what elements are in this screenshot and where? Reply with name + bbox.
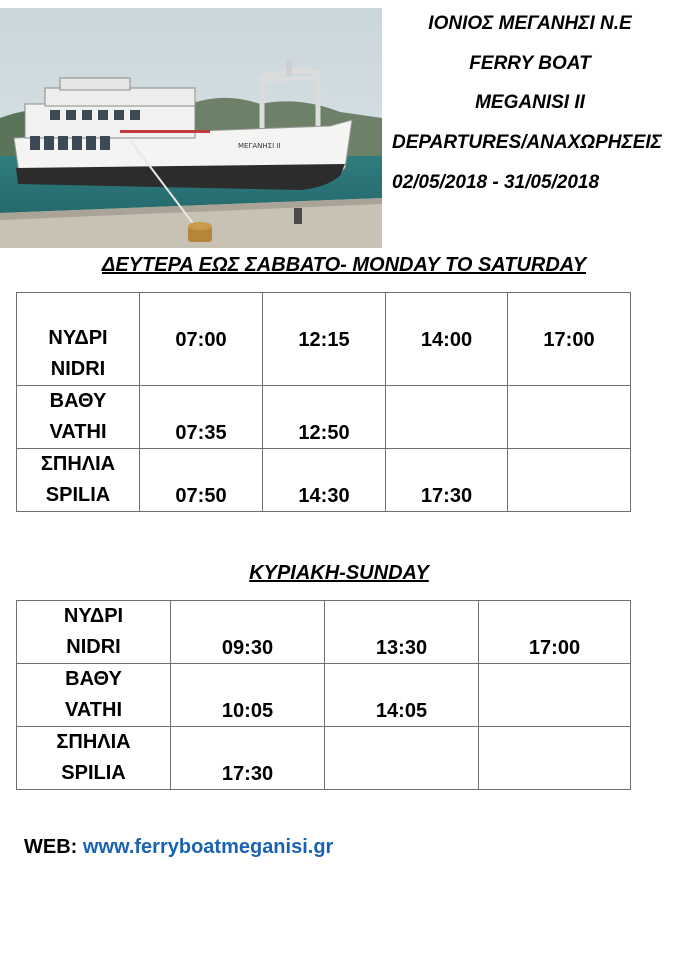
departure-time: 13:30 <box>325 601 479 664</box>
departure-time: 09:30 <box>171 601 325 664</box>
port-greek: ΒΑΘΥ <box>49 390 107 412</box>
departure-time <box>386 386 508 449</box>
vessel-name: MEGANISI II <box>475 92 585 113</box>
port-cell <box>17 664 171 727</box>
vessel-type: FERRY BOAT <box>469 53 591 74</box>
departure-time <box>479 727 631 790</box>
table-row <box>17 386 631 449</box>
departure-time: 14:05 <box>325 664 479 727</box>
ferry-illustration <box>0 8 382 248</box>
port-greek: ΝΥΔΡΙ <box>63 605 124 627</box>
port-latin: VATHI <box>64 699 123 721</box>
table-row <box>17 727 631 790</box>
port-greek: ΣΠΗΛΙΑ <box>56 731 131 753</box>
port-greek: ΝΥΔΡΙ <box>48 327 108 349</box>
departure-time: 07:50 <box>140 449 263 512</box>
ship-name-text: ΜΕΓΑΝΗΣΙ ΙΙ <box>238 142 281 150</box>
website-link[interactable]: www.ferryboatmeganisi.gr <box>82 836 334 858</box>
port-cell <box>17 601 171 664</box>
departure-time: 17:30 <box>171 727 325 790</box>
sunday-timetable <box>16 600 631 790</box>
departures-heading: DEPARTURES/ΑΝΑΧΩΡΗΣΕΙΣ <box>392 132 662 153</box>
departure-time <box>325 727 479 790</box>
departure-time: 07:00 <box>140 293 263 386</box>
port-latin: NIDRI <box>50 358 106 380</box>
port-cell <box>17 727 171 790</box>
port-latin: SPILIA <box>45 484 111 506</box>
departure-time: 12:50 <box>263 386 386 449</box>
table-row <box>17 664 631 727</box>
departure-time <box>508 449 631 512</box>
table-row <box>17 449 631 512</box>
table-row <box>17 293 631 386</box>
departure-time: 12:15 <box>263 293 386 386</box>
company-name: ΙΟΝΙΟΣ ΜΕΓΑΝΗΣΙ Ν.Ε <box>428 13 632 34</box>
sunday-title: ΚΥΡΙΑΚΗ-SUNDAY <box>249 562 429 584</box>
departure-time: 14:00 <box>386 293 508 386</box>
departure-time: 07:35 <box>140 386 263 449</box>
port-greek: ΒΑΘΥ <box>65 668 122 690</box>
table-row <box>17 601 631 664</box>
departure-time: 17:30 <box>386 449 508 512</box>
departure-time: 17:00 <box>479 601 631 664</box>
departure-time: 14:30 <box>263 449 386 512</box>
port-latin: VATHI <box>49 421 107 443</box>
port-cell <box>17 293 140 386</box>
departure-time <box>508 386 631 449</box>
port-latin: NIDRI <box>66 636 121 658</box>
web-label: WEB: <box>24 836 78 858</box>
ferry-photo <box>0 8 382 248</box>
weekday-title: ΔΕΥΤΕΡΑ ΕΩΣ ΣΑΒΒΑΤΟ- MONDAY TO SATURDAY <box>101 254 587 276</box>
port-latin: SPILIA <box>61 762 126 784</box>
port-cell <box>17 386 140 449</box>
port-cell <box>17 449 140 512</box>
weekday-timetable <box>16 292 631 512</box>
departure-time: 17:00 <box>508 293 631 386</box>
departure-time: 10:05 <box>171 664 325 727</box>
web-footer <box>24 836 333 859</box>
departure-time <box>479 664 631 727</box>
port-greek: ΣΠΗΛΙΑ <box>40 453 116 475</box>
date-range: 02/05/2018 - 31/05/2018 <box>392 172 600 193</box>
